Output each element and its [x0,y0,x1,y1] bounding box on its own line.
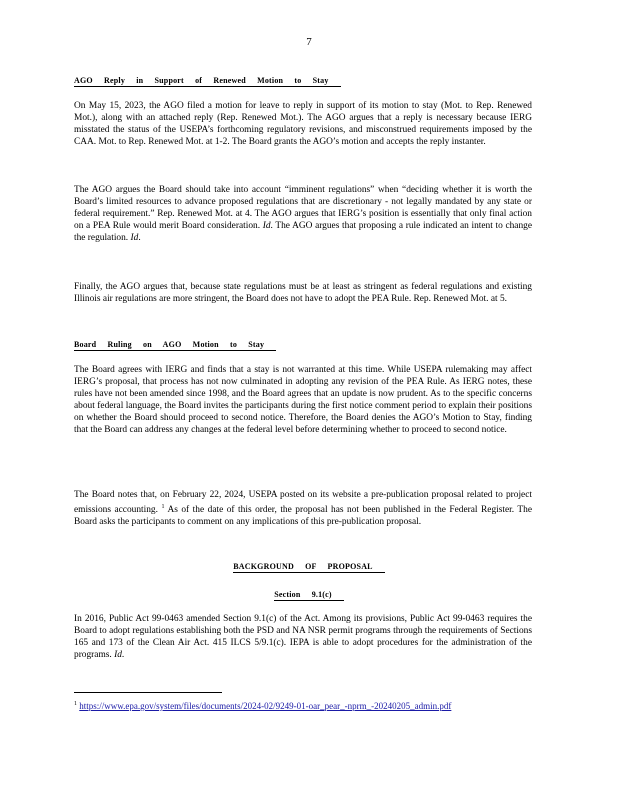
paragraph-board-ruling: The Board agrees with IERG and finds that a stay is not warranted at this time. While USEPA rulemaking may affect IERG’s proposal, that process has not now culminated in adopting any revision of the PEA Rule. As IERG notes, these rules have not been amended since 1998, and the Board agrees that an update is now prudent. As to the specific concerns about federal language, the Board invites the participants during the first notice comment period to explain their positions on whether the Board should proceed to second notice. Therefore, the Board denies the AGO’s Motion to Stay, finding that the Board can address any changes at the federal level before determining whether to proceed to second notice. [74,365,532,435]
section-heading-board-ruling: Board Ruling on AGO Motion to Stay [74,340,276,351]
paragraph-ago-reply-motion: On May 15, 2023, the AGO filed a motion for leave to reply in support of its motion to stay (Mot. to Rep. Renewed Mot.), along with an attached reply (Rep. Renewed Mot.). The AGO argues that a reply is necessary because IERG misstated the status of the USEPA’s forthcoming regulatory revisions, and misconstrued requirements imposed by the CAA. Mot. to Rep. Renewed Mot. at 1-2. The Board grants the AGO’s motion and accepts the reply instanter. [74,101,532,147]
page-number: 7 [306,36,312,48]
footnote [74,699,494,713]
footnote-divider [74,692,222,693]
paragraph-ago-stringency: Finally, the AGO argues that, because state regulations must be at least as stringent as federal regulations and existing Illinois air regulations are more stringent, the Board does not have to adopt the PEA Rule. Rep. Renewed Mot. at 5. [74,282,532,304]
section-heading-background: BACKGROUND OF PROPOSAL [0,562,618,573]
paragraph-board-notes-prepublication: The Board notes that, on February 22, 2024, USEPA posted on its website a pre-publication proposal related to project emissions accounting. $^1$ As of the date of this order, the proposal has not been published in the Federal Register. The Board asks the participants to comment on any implications of this pre-publication proposal. [74,490,532,527]
paragraph-ago-imminent-regulations: The AGO argues the Board should take into account “imminent regulations” when “deciding whether it is worth the Board’s limited resources to advance proposed regulations that are discretionary - not legally mandated by any state or federal requirement.” Rep. Renewed Mot. at 4. The AGO argues that IERG’s position is essentially that only final action on a PEA Rule would merit Board consideration. Id. The AGO argues that proposing a rule indicated an intent to change the regulation. Id. [74,185,533,243]
id-citation: Id [114,649,122,660]
footnote-reference[interactable]: 1 [161,503,165,510]
id-citation: Id [262,220,271,231]
footnote-link[interactable]: https://www.epa.gov/system/files/documents/2024-02/9249-01-oar_pear_-nprm_-20240205_admin.pdf [79,701,452,711]
footnote-marker: 1 [74,701,77,707]
subsection-heading-section-9-1c: Section 9.1(c) [0,590,618,601]
paragraph-public-act: In 2016, Public Act 99-0463 amended Section 9.1(c) of the Act. Among its provisions, Public Act 99-0463 requires the Board to adopt regulations establishing both the PSD and NA NSR permit programs through the requirements of Sections 165 and 173 of the Clean Air Act. 415 ILCS 5/9.1(c). IEPA is able to adopt procedures for the administration of the programs. Id. [74,614,532,660]
section-heading-ago-reply: AGO Reply in Support of Renewed Motion to Stay [74,76,341,87]
id-citation: Id [130,232,139,243]
